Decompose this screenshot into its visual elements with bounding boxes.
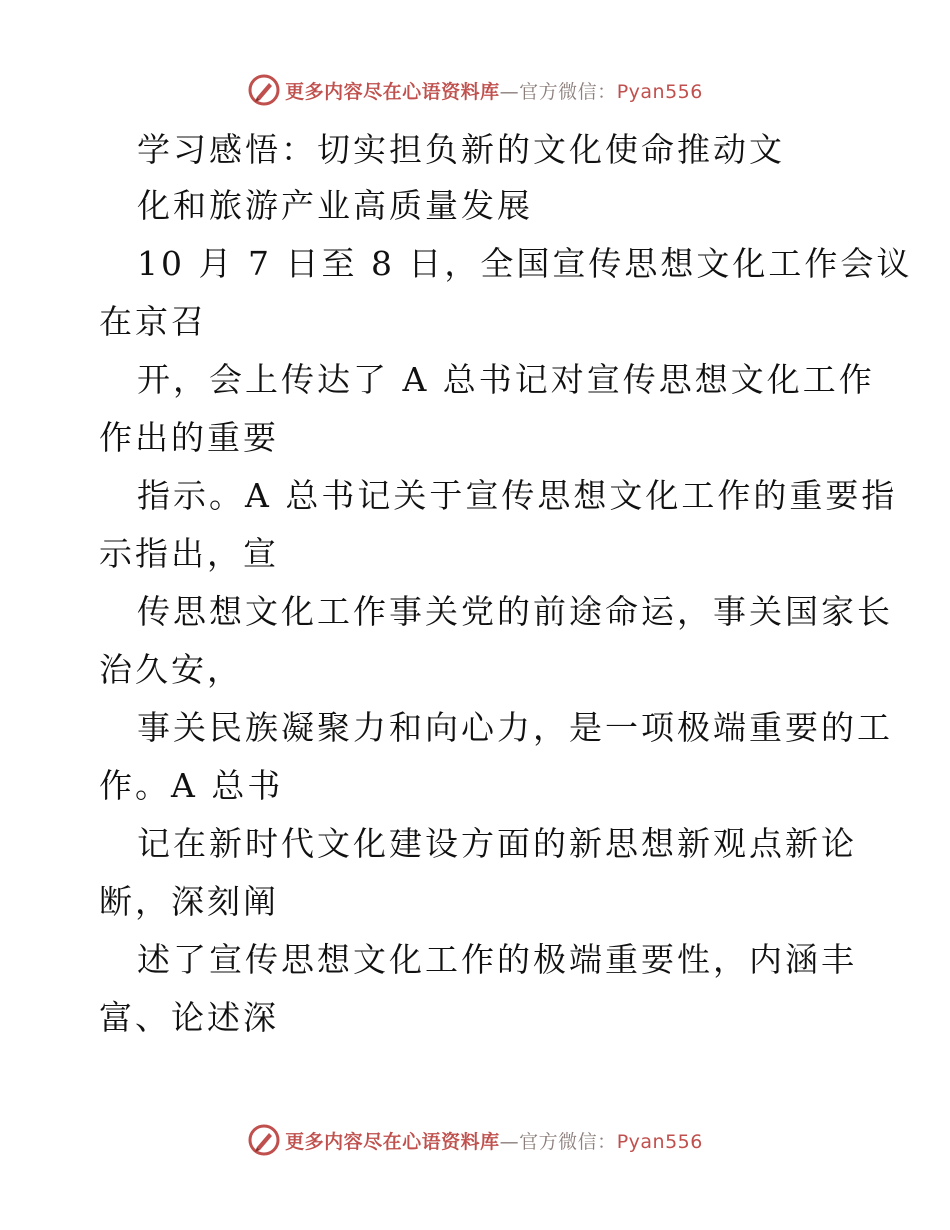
watermark-dash: — bbox=[499, 80, 520, 103]
pen-logo-icon bbox=[247, 73, 281, 107]
text-line: 开，会上传达了 A 总书记对宣传思想文化工作 bbox=[137, 360, 875, 399]
watermark-wechat-label: 官方微信： bbox=[519, 1130, 617, 1153]
text-line: 事关民族凝聚力和向心力，是一项极端重要的工 bbox=[137, 708, 893, 747]
watermark-wechat-label: 官方微信： bbox=[519, 80, 617, 103]
text-line: 治久安， bbox=[99, 650, 243, 689]
pen-logo-icon bbox=[247, 1123, 281, 1157]
text-line: 富、论述深 bbox=[99, 998, 279, 1037]
text-line: 10 月 7 日至 8 日，全国宣传思想文化工作会议 bbox=[137, 244, 913, 283]
text-line: 在京召 bbox=[99, 302, 207, 341]
text-line: 示指出，宣 bbox=[99, 534, 279, 573]
text-line: 传思想文化工作事关党的前途命运，事关国家长 bbox=[137, 592, 893, 631]
watermark-wechat-id: Pyan556 bbox=[616, 80, 703, 103]
text-line: 作出的重要 bbox=[99, 418, 279, 457]
text-line: 述了宣传思想文化工作的极端重要性，内涵丰 bbox=[137, 940, 857, 979]
text-line: 化和旅游产业高质量发展 bbox=[137, 186, 533, 225]
text-line: 断，深刻阐 bbox=[99, 882, 279, 921]
text-line: 学习感悟：切实担负新的文化使命推动文 bbox=[137, 130, 785, 169]
text-line: 记在新时代文化建设方面的新思想新观点新论 bbox=[137, 824, 857, 863]
watermark-wechat-id: Pyan556 bbox=[616, 1130, 703, 1153]
footer-watermark bbox=[0, 1120, 950, 1160]
watermark-text bbox=[285, 1127, 703, 1154]
text-line: 作。A 总书 bbox=[99, 766, 284, 805]
watermark-dash: — bbox=[499, 1130, 520, 1153]
text-line: 指示。A 总书记关于宣传思想文化工作的重要指 bbox=[137, 476, 898, 515]
header-watermark bbox=[0, 70, 950, 110]
watermark-main-text: 更多内容尽在心语资料库 bbox=[285, 1130, 500, 1153]
watermark-main-text: 更多内容尽在心语资料库 bbox=[285, 80, 500, 103]
watermark-text bbox=[285, 77, 703, 104]
